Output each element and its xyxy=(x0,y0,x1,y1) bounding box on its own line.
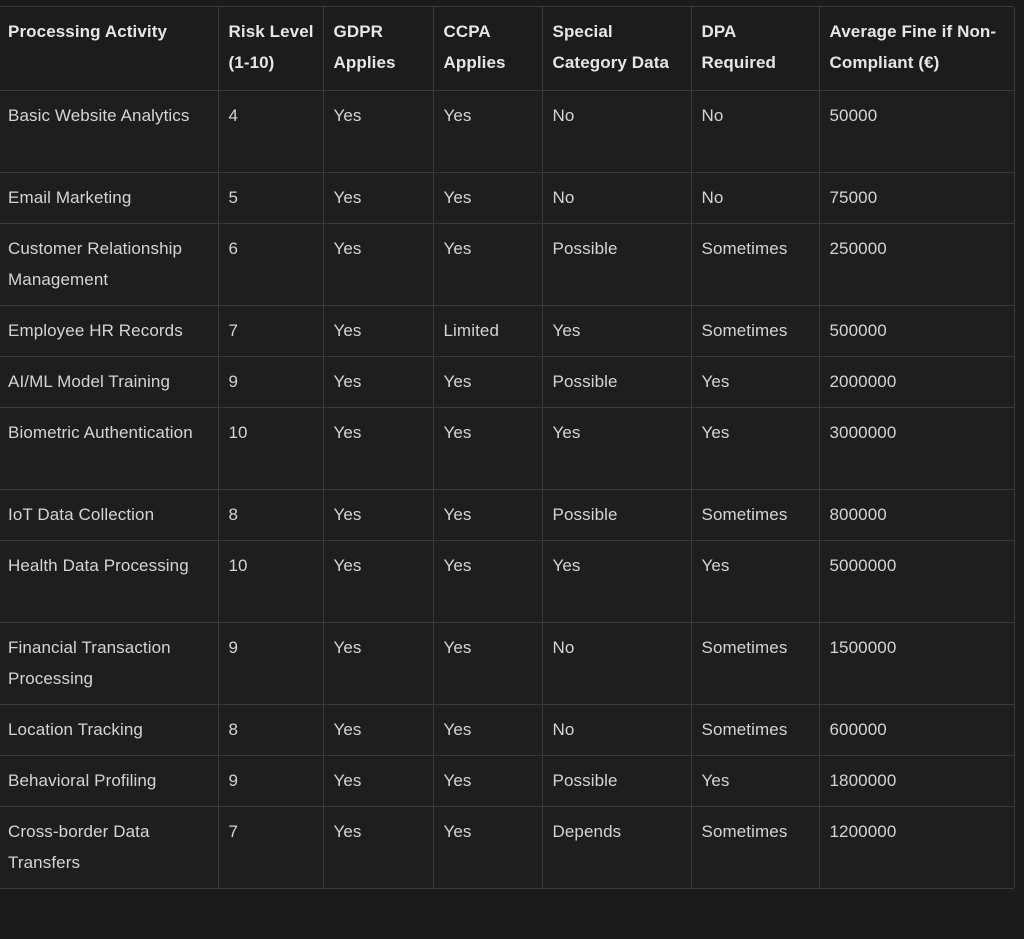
fine-cell: 600000 xyxy=(819,705,1014,756)
table-row xyxy=(0,541,1014,623)
processing-activities-table xyxy=(0,7,1015,888)
ccpa-cell: Yes xyxy=(433,756,542,807)
special-category-cell: No xyxy=(542,705,691,756)
dpa-cell: Sometimes xyxy=(691,807,819,889)
header-ccpa-applies: CCPA Applies xyxy=(433,7,542,91)
gdpr-cell: Yes xyxy=(323,173,433,224)
gdpr-cell: Yes xyxy=(323,224,433,306)
table-body xyxy=(0,91,1014,889)
fine-cell: 250000 xyxy=(819,224,1014,306)
risk-level-cell: 7 xyxy=(218,807,323,889)
header-processing-activity: Processing Activity xyxy=(0,7,218,91)
table-row xyxy=(0,91,1014,173)
risk-level-cell: 4 xyxy=(218,91,323,173)
activity-cell: Financial Transaction Processing xyxy=(0,623,218,705)
ccpa-cell: Yes xyxy=(433,91,542,173)
fine-cell: 75000 xyxy=(819,173,1014,224)
gdpr-cell: Yes xyxy=(323,91,433,173)
ccpa-cell: Yes xyxy=(433,173,542,224)
fine-cell: 2000000 xyxy=(819,357,1014,408)
gdpr-cell: Yes xyxy=(323,705,433,756)
header-gdpr-applies: GDPR Applies xyxy=(323,7,433,91)
gdpr-cell: Yes xyxy=(323,408,433,490)
table-row xyxy=(0,490,1014,541)
activity-cell: Email Marketing xyxy=(0,173,218,224)
dpa-cell: Yes xyxy=(691,541,819,623)
table-row xyxy=(0,306,1014,357)
risk-level-cell: 9 xyxy=(218,623,323,705)
ccpa-cell: Yes xyxy=(433,541,542,623)
fine-cell: 5000000 xyxy=(819,541,1014,623)
table-row xyxy=(0,173,1014,224)
risk-level-cell: 10 xyxy=(218,408,323,490)
activity-cell: Employee HR Records xyxy=(0,306,218,357)
table-row xyxy=(0,224,1014,306)
risk-level-cell: 9 xyxy=(218,756,323,807)
ccpa-cell: Yes xyxy=(433,705,542,756)
fine-cell: 1200000 xyxy=(819,807,1014,889)
fine-cell: 1800000 xyxy=(819,756,1014,807)
risk-level-cell: 8 xyxy=(218,705,323,756)
risk-level-cell: 10 xyxy=(218,541,323,623)
dpa-cell: Sometimes xyxy=(691,224,819,306)
dpa-cell: Sometimes xyxy=(691,623,819,705)
special-category-cell: Yes xyxy=(542,306,691,357)
activity-cell: Cross-border Data Transfers xyxy=(0,807,218,889)
table-row xyxy=(0,756,1014,807)
dpa-cell: Yes xyxy=(691,756,819,807)
activity-cell: Location Tracking xyxy=(0,705,218,756)
ccpa-cell: Yes xyxy=(433,224,542,306)
data-table-container xyxy=(0,6,1014,889)
ccpa-cell: Yes xyxy=(433,807,542,889)
activity-cell: AI/ML Model Training xyxy=(0,357,218,408)
header-average-fine: Average Fine if Non-Compliant (€) xyxy=(819,7,1014,91)
dpa-cell: Sometimes xyxy=(691,705,819,756)
activity-cell: Biometric Authentication xyxy=(0,408,218,490)
special-category-cell: Yes xyxy=(542,541,691,623)
dpa-cell: Yes xyxy=(691,357,819,408)
special-category-cell: Yes xyxy=(542,408,691,490)
ccpa-cell: Limited xyxy=(433,306,542,357)
table-row xyxy=(0,807,1014,889)
table-header xyxy=(0,7,1014,91)
ccpa-cell: Yes xyxy=(433,623,542,705)
header-special-category-data: Special Category Data xyxy=(542,7,691,91)
fine-cell: 500000 xyxy=(819,306,1014,357)
activity-cell: Customer Relationship Management xyxy=(0,224,218,306)
table-row xyxy=(0,408,1014,490)
dpa-cell: Sometimes xyxy=(691,490,819,541)
risk-level-cell: 5 xyxy=(218,173,323,224)
fine-cell: 1500000 xyxy=(819,623,1014,705)
gdpr-cell: Yes xyxy=(323,541,433,623)
fine-cell: 3000000 xyxy=(819,408,1014,490)
activity-cell: IoT Data Collection xyxy=(0,490,218,541)
table-row xyxy=(0,623,1014,705)
ccpa-cell: Yes xyxy=(433,408,542,490)
gdpr-cell: Yes xyxy=(323,357,433,408)
gdpr-cell: Yes xyxy=(323,306,433,357)
gdpr-cell: Yes xyxy=(323,490,433,541)
header-dpa-required: DPA Required xyxy=(691,7,819,91)
special-category-cell: No xyxy=(542,91,691,173)
special-category-cell: Possible xyxy=(542,224,691,306)
gdpr-cell: Yes xyxy=(323,807,433,889)
gdpr-cell: Yes xyxy=(323,623,433,705)
special-category-cell: Depends xyxy=(542,807,691,889)
special-category-cell: No xyxy=(542,623,691,705)
dpa-cell: Yes xyxy=(691,408,819,490)
fine-cell: 50000 xyxy=(819,91,1014,173)
activity-cell: Basic Website Analytics xyxy=(0,91,218,173)
activity-cell: Health Data Processing xyxy=(0,541,218,623)
ccpa-cell: Yes xyxy=(433,490,542,541)
risk-level-cell: 6 xyxy=(218,224,323,306)
table-row xyxy=(0,705,1014,756)
header-row xyxy=(0,7,1014,91)
special-category-cell: Possible xyxy=(542,490,691,541)
header-risk-level: Risk Level (1-10) xyxy=(218,7,323,91)
table-row xyxy=(0,357,1014,408)
special-category-cell: Possible xyxy=(542,357,691,408)
risk-level-cell: 8 xyxy=(218,490,323,541)
fine-cell: 800000 xyxy=(819,490,1014,541)
gdpr-cell: Yes xyxy=(323,756,433,807)
dpa-cell: No xyxy=(691,173,819,224)
activity-cell: Behavioral Profiling xyxy=(0,756,218,807)
ccpa-cell: Yes xyxy=(433,357,542,408)
dpa-cell: Sometimes xyxy=(691,306,819,357)
special-category-cell: Possible xyxy=(542,756,691,807)
special-category-cell: No xyxy=(542,173,691,224)
risk-level-cell: 7 xyxy=(218,306,323,357)
dpa-cell: No xyxy=(691,91,819,173)
risk-level-cell: 9 xyxy=(218,357,323,408)
